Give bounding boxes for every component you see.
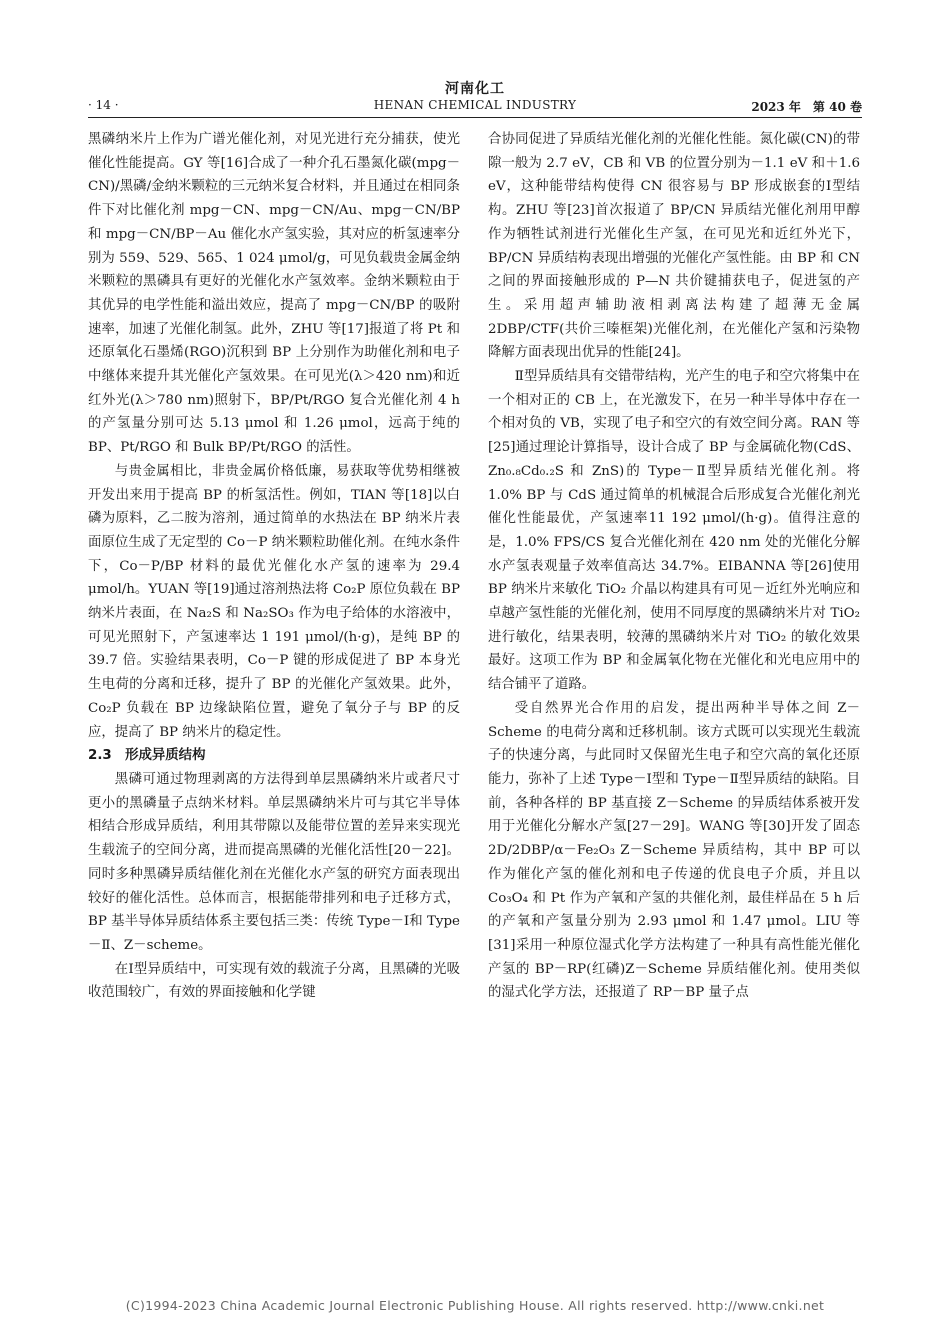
- page-number: · 14 ·: [88, 98, 119, 112]
- journal-title-en: HENAN CHEMICAL INDUSTRY: [373, 98, 577, 112]
- paragraph: 受自然界光合作用的启发，提出两种半导体之间 Z－Scheme 的电荷分离和迁移机制。该方式既可以实现光生载流子的快速分离，与此同时又保留光生电子和空穴高的氧化还原能力，弥补了上述 Type－Ⅰ型和 Type－Ⅱ型异质结的缺陷。目前，各种各样的 BP 基直接 Z－Scheme 的异质结体系被开发用于光催化分解水产氢[27－29]。WANG 等[30]开发了固态 2D/2DBP/α－Fe₂O₃ Z－Scheme 异质结构，其中 BP 可以作为催化产氢的催化剂和电子传递的优良电子介质，并且以 Co₃O₄ 和 Pt 作为产氧和产氢的共催化剂，最佳样品在 5 h 后的产氧和产氢量分别为 2.93 μmol 和 1.47 μmol。LIU 等[31]采用一种原位湿式化学方法构建了一种具有高性能光催化产氢的 BP－RP(红磷)Z－Scheme 异质结催化剂。使用类似的湿式化学方法，还报道了 RP－BP 量子点: [488, 700, 860, 1001]
- year-volume: 2023 年 第 40 卷: [751, 100, 862, 114]
- journal-title-cn: 河南化工: [445, 81, 505, 97]
- page-header: [88, 76, 862, 116]
- paragraph: Ⅱ型异质结具有交错带结构，光产生的电子和空穴将集中在一个相对正的 CB 上，在光激发下，在另一种半导体中存在一个相对负的 VB，实现了电子和空穴的有效空间分离。RAN 等[25]通过理论计算指导，设计合成了 BP 与金属硫化物(CdS、Zn₀.₈Cd₀.₂S 和 ZnS)的 Type－Ⅱ型异质结光催化剂。将 1.0% BP 与 CdS 通过简单的机械混合后形成复合光催化剂光催化性能最优，产氢速率11 192 μmol/(h·g)。值得注意的是，1.0% FPS/CS 复合光催化剂在 420 nm 处的光催化分解水产氢表观量子效率值高达 34.7%。EIBANNA 等[26]使用 BP 纳米片来敏化 TiO₂ 介晶以构建具有可见－近红外光响应和卓越产氢性能的光催化剂，使用不同厚度的黑磷纳米片对 TiO₂ 进行敏化，结果表明，较薄的黑磷纳米片对 TiO₂ 的敏化效果最好。这项工作为 BP 和金属氧化物在光催化和光电应用中的结合铺平了道路。: [488, 369, 860, 693]
- right-column: [488, 128, 860, 1005]
- paragraph: 黑磷纳米片上作为广谱光催化剂，对见光进行充分捕获，使光催化性能提高。GY 等[16]合成了一种介孔石墨氮化碳(mpg－CN)/黑磷/金纳米颗粒的三元纳米复合材料，并且通过在相同条件下对比催化剂 mpg－CN、mpg－CN/Au、mpg－CN/BP 和 mpg－CN/BP－Au 催化水产氢实验，其对应的析氢速率分别为 559、529、565、1 024 μmol/g，可见负载贵金属金纳米颗粒的黑磷具有更好的光催化水产氢效率。金纳米颗粒由于其优异的电学性能和溢出效应，提高了 mpg－CN/BP 的吸附速率，加速了光催化制氢。此外，ZHU 等[17]报道了将 Pt 和还原氧化石墨烯(RGO)沉积到 BP 上分别作为助催化剂和电子中继体来提升其光催化产氢效果。在可见光(λ＞420 nm)和近红外光(λ＞780 nm)照射下，BP/Pt/RGO 复合光催化剂 4 h 的产氢量分别可达 5.13 μmol 和 1.26 μmol，远高于纯的 BP、Pt/RGO 和 Bulk BP/Pt/RGO 的活性。: [88, 132, 460, 456]
- paragraph: 在Ⅰ型异质结中，可实现有效的载流子分离，且黑磷的光吸收范围较广，有效的界面接触和化学键: [88, 961, 460, 1001]
- copyright-footer: (C)1994-2023 China Academic Journal Electronic Publishing House. All rights reserved. http://www.cnki.net: [125, 1298, 825, 1313]
- header-divider: [88, 117, 862, 118]
- paragraph: 与贵金属相比，非贵金属价格低廉，易获取等优势相继被开发出来用于提高 BP 的析氢活性。例如，TIAN 等[18]以白磷为原料，乙二胺为溶剂，通过简单的水热法在 BP 纳米片表面原位生成了无定型的 Co－P 纳米颗粒助催化剂。在纯水条件下，Co－P/BP 材料的最优光催化水产氢的速率为 29.4 μmol/h。YUAN 等[19]通过溶剂热法将 Co₂P 原位负载在 BP 纳米片表面，在 Na₂S 和 Na₂SO₃ 作为电子给体的水溶液中，可见光照射下，产氢速率达 1 191 μmol/(h·g)，是纯 BP 的 39.7 倍。实验结果表明，Co－P 键的形成促进了 BP 本身光生电荷的分离和迁移，提升了 BP 的光催化产氢效果。此外，Co₂P 负载在 BP 边缘缺陷位置，避免了氧分子与 BP 的反应，提高了 BP 纳米片的稳定性。: [88, 463, 460, 740]
- paragraph: 黑磷可通过物理剥离的方法得到单层黑磷纳米片或者尺寸更小的黑磷量子点纳米材料。单层黑磷纳米片可与其它半导体相结合形成异质结，利用其带隙以及能带位置的差异来实现光生载流子的空间分离，进而提高黑磷的光催化活性[20－22]。同时多种黑磷异质结催化剂在光催化水产氢的研究方面表现出较好的催化活性。总体而言，根据能带排列和电子迁移方式，BP 基半导体异质结体系主要包括三类：传统 Type－Ⅰ和 Type－Ⅱ、Z－scheme。: [88, 771, 460, 953]
- left-column: [88, 128, 460, 1005]
- section-heading: 2.3 形成异质结构: [88, 748, 206, 764]
- paragraph: 合协同促进了异质结光催化剂的光催化性能。氮化碳(CN)的带隙一般为 2.7 eV，CB 和 VB 的位置分别为－1.1 eV 和＋1.6 eV，这种能带结构使得 CN 很容易与 BP 形成嵌套的Ⅰ型结构。ZHU 等[23]首次报道了 BP/CN 异质结光催化剂用甲醇作为牺牲试剂进行光催化生产氢，在可见光和近红外光下，BP/CN 异质结构表现出增强的光催化产氢性能。由 BP 和 CN 之间的界面接触形成的 P—N 共价键捕获电子，促进氢的产生。采用超声辅助液相剥离法构建了超薄无金属 2DBP/CTF(共价三嗪框架)光催化剂，在光催化产氢和污染物降解方面表现出优异的性能[24]。: [488, 132, 860, 361]
